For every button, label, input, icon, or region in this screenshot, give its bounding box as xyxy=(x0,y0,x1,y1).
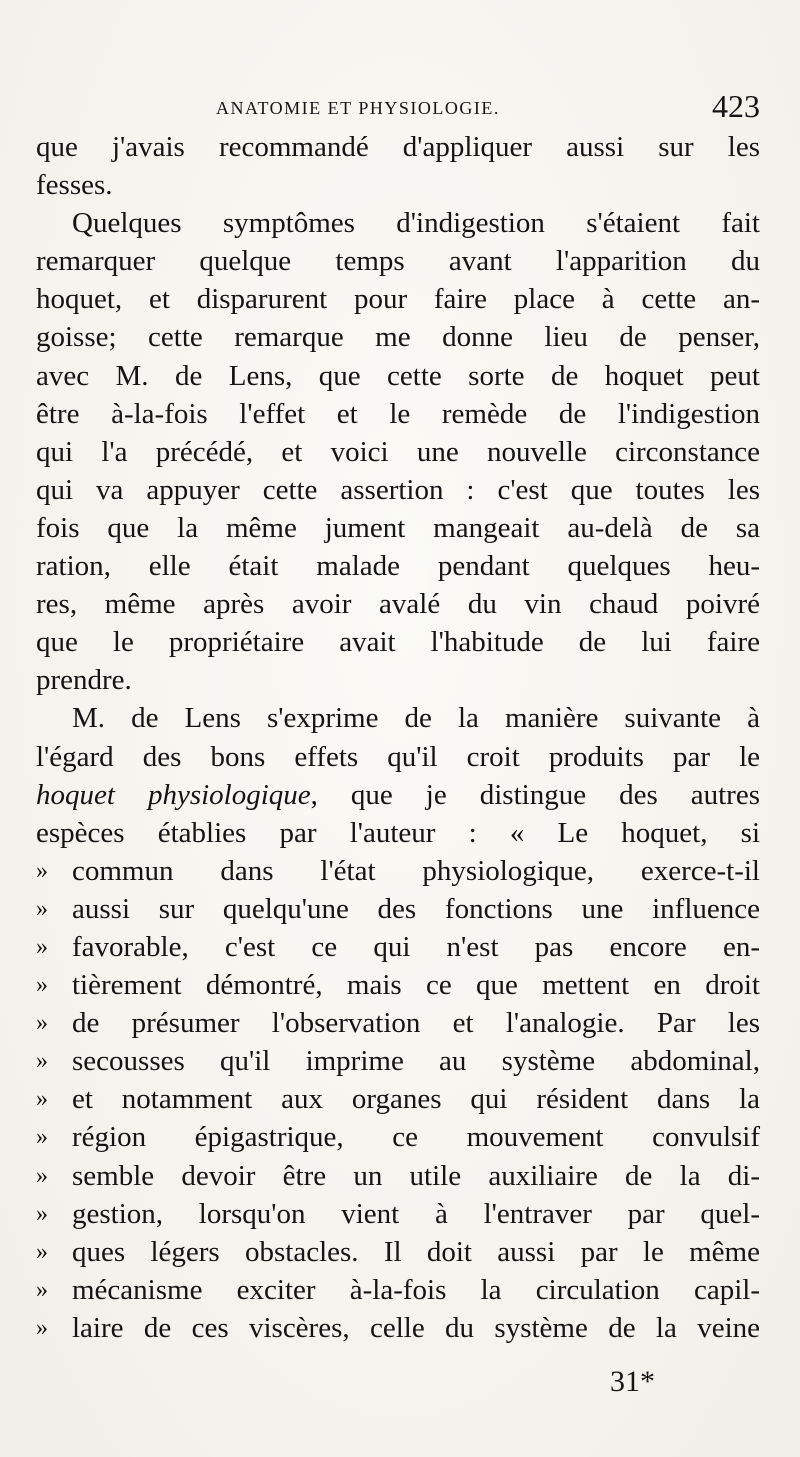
quoted-line xyxy=(36,1080,760,1118)
quote-mark: » xyxy=(36,1124,48,1151)
quoted-line-text: secousses qu'il imprime au système abdominal, xyxy=(72,1045,760,1078)
text-line: res, même après avoir avalé du vin chaud poivré xyxy=(36,588,760,621)
quoted-line xyxy=(36,1309,760,1347)
text-line: prendre. xyxy=(36,664,132,697)
text-line: que j'avais recommandé d'appliquer aussi sur les xyxy=(36,131,760,163)
quoted-line xyxy=(36,1233,760,1271)
text-line: avec M. de Lens, que cette sorte de hoquet peut xyxy=(36,359,760,392)
signature-mark: 31* xyxy=(610,1365,655,1398)
quote-mark: » xyxy=(36,1086,48,1113)
quoted-line xyxy=(36,1042,760,1080)
quote-mark: » xyxy=(36,1048,48,1075)
text-line: hoquet, et disparurent pour faire place à cette an- xyxy=(36,283,760,316)
paragraph-first-line: M. de Lens s'exprime de la manière suivante à xyxy=(72,702,760,735)
page-header xyxy=(0,88,800,128)
quoted-line-text: ques légers obstacles. Il doit aussi par le même xyxy=(72,1235,760,1268)
quote-mark: » xyxy=(36,972,48,999)
quoted-line xyxy=(36,1271,760,1309)
quoted-line xyxy=(36,928,760,966)
quoted-line-text: laire de ces viscères, celle du système de la veine xyxy=(72,1311,760,1344)
quoted-line-text: commun dans l'état physiologique, exerce-t-il xyxy=(72,854,760,887)
text-line: fois que la même jument mangeait au-delà de sa xyxy=(36,511,760,544)
quote-mark: » xyxy=(36,1238,48,1265)
body-text xyxy=(36,128,760,1347)
text-line: que le propriétaire avait l'habitude de lui faire xyxy=(36,626,760,659)
quoted-line xyxy=(36,966,760,1004)
text-line: l'égard des bons effets qu'il croit produits par le xyxy=(36,740,760,773)
quoted-line-text: aussi sur quelqu'une des fonctions une influence xyxy=(72,892,760,925)
quoted-line-text: de présumer l'observation et l'analogie. Par les xyxy=(72,1007,760,1040)
quote-mark: » xyxy=(36,1314,48,1341)
quote-mark: » xyxy=(36,1010,48,1037)
quote-mark: » xyxy=(36,1200,48,1227)
text-line: espèces établies par l'auteur : « Le hoquet, si xyxy=(36,816,760,849)
page-number: 423 xyxy=(712,88,760,124)
text-line: remarquer quelque temps avant l'apparition du xyxy=(36,245,760,278)
text-line: être à-la-fois l'effet et le remède de l'indigestion xyxy=(36,397,760,430)
quoted-line-text: tièrement démontré, mais ce que mettent en droit xyxy=(72,969,760,1002)
quoted-line xyxy=(36,1004,760,1042)
quoted-line-text: mécanisme exciter à-la-fois la circulation capil- xyxy=(72,1273,760,1306)
quoted-line-text: et notamment aux organes qui résident dans la xyxy=(72,1083,760,1116)
quoted-line xyxy=(36,890,760,928)
quoted-line xyxy=(36,1118,760,1156)
text-line-rest: , que je distingue des autres xyxy=(310,778,761,811)
text-line: goisse; cette remarque me donne lieu de penser, xyxy=(36,321,760,354)
quoted-line xyxy=(36,852,760,890)
running-title: ANATOMIE ET PHYSIOLOGIE. xyxy=(216,98,500,118)
quote-mark: » xyxy=(36,1162,48,1189)
text-line: ration, elle était malade pendant quelques heu- xyxy=(36,550,760,583)
quote-mark: » xyxy=(36,895,48,922)
text-line: qui l'a précédé, et voici une nouvelle circonstance xyxy=(36,435,760,468)
text-line: fesses. xyxy=(36,169,113,202)
text-line xyxy=(36,776,760,814)
quoted-line xyxy=(36,1195,760,1233)
quote-mark: » xyxy=(36,1276,48,1303)
italic-term: hoquet physiologique xyxy=(36,778,311,811)
paragraph-first-line: Quelques symptômes d'indigestion s'étaient fait xyxy=(72,207,760,240)
quoted-line xyxy=(36,1157,760,1195)
quoted-line-text: semble devoir être un utile auxiliaire de la di- xyxy=(72,1159,760,1192)
quote-mark: » xyxy=(36,933,48,960)
quoted-line-text: favorable, c'est ce qui n'est pas encore en- xyxy=(72,930,760,963)
quoted-line-text: région épigastrique, ce mouvement convulsif xyxy=(72,1121,760,1154)
text-line: qui va appuyer cette assertion : c'est que toutes les xyxy=(36,473,760,506)
quoted-line-text: gestion, lorsqu'on vient à l'entraver par quel- xyxy=(72,1197,760,1230)
quote-mark: » xyxy=(36,857,48,884)
